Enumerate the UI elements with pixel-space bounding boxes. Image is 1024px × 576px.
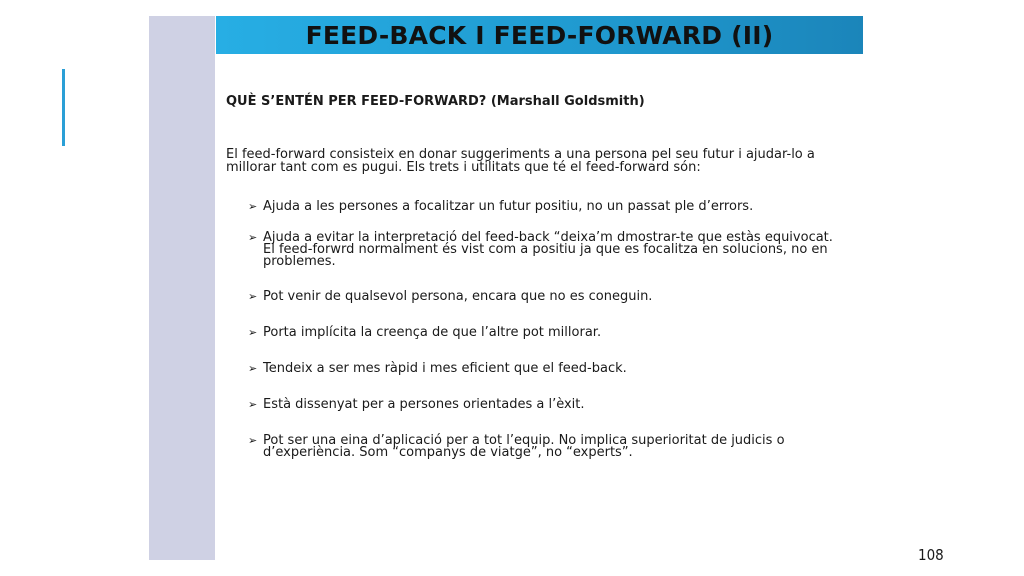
list-item-text: Tendeix a ser mes ràpid i mes eficient que el feed-back.: [263, 361, 627, 376]
arrowhead-bullet-icon: ➢: [248, 290, 258, 303]
list-item-text: Pot ser una eina d’aplicació per a tot l’equip. No implica superioritat de judicis o d’experiència. Som “companys de viatge”, no “experts”.: [263, 433, 785, 460]
arrowhead-bullet-icon: ➢: [248, 362, 258, 375]
list-item: [248, 327, 848, 339]
list-item-text: Ajuda a evitar la interpretació del feed-back “deixa’m dmostrar-te que estàs equivocat. El feed-forwrd normalment és vist com a positiu ja que es focalitza en solucions, no en problemes.: [263, 230, 833, 269]
arrowhead-bullet-icon: ➢: [248, 398, 258, 411]
list-item: [248, 435, 848, 459]
bullet-list: [248, 201, 848, 459]
list-item-text: Porta implícita la creença de que l’altre pot millorar.: [263, 325, 602, 340]
list-item: [248, 363, 848, 375]
intro-paragraph: El feed-forward consisteix en donar suggeriments a una persona pel seu futur i ajudar-lo a millorar tant com es pugui. Els trets i utilitats que té el feed-forward són:: [226, 147, 815, 175]
list-item: [248, 399, 848, 411]
list-item: [248, 232, 848, 268]
accent-line: [62, 69, 65, 146]
list-item: [248, 201, 848, 213]
list-item-text: Està dissenyat per a persones orientades a l’èxit.: [263, 397, 585, 412]
arrowhead-bullet-icon: ➢: [248, 326, 258, 339]
left-sidebar-panel: [149, 16, 215, 560]
arrowhead-bullet-icon: ➢: [248, 434, 258, 447]
slide-title: FEED-BACK I FEED-FORWARD (II): [305, 20, 774, 50]
arrowhead-bullet-icon: ➢: [248, 231, 258, 244]
list-item: [248, 291, 848, 303]
arrowhead-bullet-icon: ➢: [248, 200, 258, 213]
page-number: 108: [918, 546, 944, 564]
list-item-text: Ajuda a les persones a focalitzar un futur positiu, no un passat ple d’errors.: [263, 199, 754, 214]
section-subtitle: QUÈ S’ENTÉN PER FEED-FORWARD? (Marshall Goldsmith): [226, 94, 645, 109]
list-item-text: Pot venir de qualsevol persona, encara que no es coneguin.: [263, 289, 653, 304]
title-bar: [216, 16, 863, 54]
